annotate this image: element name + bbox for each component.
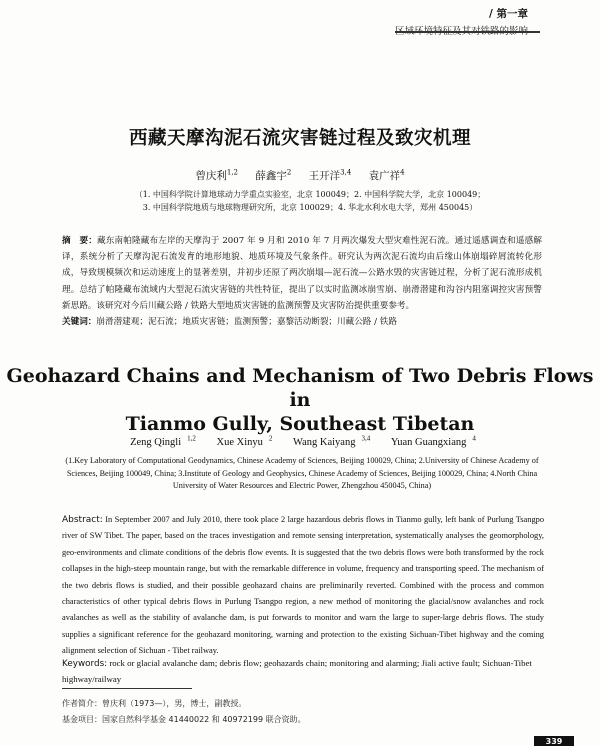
en-abstract-text: In September 2007 and July 2010, there took place 2 large hazardous debris flows in Tianmo gully, left bank of Purlung Tsangpo river of SW Tibet. The paper, based on the traces investigation and remote sensing interpretation, systematically analyses the geomorphology, geo-environments and climate conditions of the debris flow events. It is suggested that the two debris flows were both transformed by the rock collapses in the high-steep mountain range, but with the remarkable difference in volume, frequency and transporting speed. The mechanism of the two debris flows is studied, and their possible geohazard chains are preliminarily reverted. Combined with the process and common characteristics of other typical debris flows in Purlung Tsangpo region, a new method of monitoring the glacial/snow avalanches and rock avalanches as well as the stability of avalanche dam, is put forwards to monitor and warn the large to super-large debris flows. The study supplies a significant reference for the geohazard monitoring, warning and protection to the existing Sichuan-Tibet highway and the coming alignment selection of Sichuan - Tibet railway. — [62, 515, 545, 656]
en-authors — [0, 434, 600, 448]
en-keywords-text: rock or glacial avalanche dam; debris flow; geohazards chain; monitoring and alarming; Jiali active fault; Sichuan-Tibet highway/railway — [62, 658, 532, 684]
en-title-line: Tianmo Gully, Southeast Tibetan — [125, 413, 475, 435]
en-author: Zeng Qingli $^{1,2}$ — [130, 434, 196, 448]
cn-author: 王开洋$^{3,4}$ — [308, 168, 352, 182]
cn-abstract-text: 藏东南帕隆藏布左岸的天摩沟于 2007 年 9 月和 2010 年 7 月两次爆发大型灾难性泥石流。通过遥感调查和遥感解译，系统分析了天摩沟泥石流发育的地形地貌、地质环境及气象条件。研究认为两次泥石流均由后缘山体崩塌碎屑流转化形成，导致规模频次和运动速度上的显著差别，并初步还原了两次崩塌—泥石流—公路水毁的灾害链过程，分析了泥石流形成机理。总结了帕隆藏布流域内大型泥石流灾害链的共性特征，提出了以实时监测冰崩雪崩、崩滑潜建和沟谷内阻塞调控灾害预警新思路。该研究对今后川藏公路 / 铁路大型地质灾害链的监测预警及灾害防治提供重要参考。 — [62, 236, 542, 311]
cn-title: 西藏天摩沟泥石流灾害链过程及致灾机理 — [128, 128, 471, 149]
cn-keywords-label: 关键词： — [62, 317, 97, 327]
cn-author: 袁广祥$^4$ — [368, 168, 405, 182]
cn-author: 曾庆利$^{1,2}$ — [195, 168, 239, 182]
cn-abstract-label: 摘 要： — [62, 236, 97, 246]
en-affiliations: (1.Key Laboratory of Computational Geodynamics, Chinese Academy of Sciences, Beijing 100029, China; 2.University of Chinese Academy of Sciences, Beijing 100049, China; 3.Institute of Geology and Geophysics, Chinese Academy of Sciences, Beijing 100029, China; 4.North China University of Water Resources and Electric Power, Zhengzhou 450045, China) — [65, 456, 539, 490]
footnote-author-bio: 作者简介：曾庆利（1973—），男，博士，副教授。 — [62, 699, 247, 708]
page-number: 339 — [534, 736, 574, 746]
en-author: Xue Xinyu $^2$ — [216, 434, 273, 448]
header-rule — [395, 31, 540, 33]
cn-keywords-text: 崩滑潜建观；泥石流；地质灾害链；监测预警；嘉黎活动断裂；川藏公路 / 铁路 — [96, 317, 397, 327]
en-title-line: Geohazard Chains and Mechanism of Two Debris Flows in — [6, 365, 594, 411]
en-title — [0, 364, 600, 436]
en-keywords-label: Keywords: — [62, 659, 108, 669]
cn-affiliation-line: （1. 中国科学院计算地球动力学重点实验室，北京 100049；2. 中国科学院大学，北京 100049； — [134, 190, 486, 199]
footnote-rule — [62, 688, 192, 689]
chapter-label: / 第一章 — [395, 6, 528, 21]
cn-author: 薛鑫宇$^2$ — [255, 168, 292, 182]
cn-authors — [0, 168, 600, 183]
cn-keywords — [62, 315, 542, 327]
cn-abstract — [62, 233, 542, 314]
en-abstract — [62, 512, 544, 660]
en-abstract-label: Abstract: — [62, 515, 103, 525]
cn-affiliation-line: 3. 中国科学院地质与地球物理研究所，北京 100029；4. 华北水利水电大学，郑州 450045） — [142, 203, 478, 212]
footnote-funding: 基金项目：国家自然科学基金 41440022 和 40972199 联合资助。 — [62, 715, 306, 724]
en-author: Wang Kaiyang $^{3,4}$ — [293, 434, 371, 448]
chapter-subtitle — [395, 23, 528, 37]
en-keywords — [62, 656, 544, 687]
en-author: Yuan Guangxiang $^4$ — [390, 434, 476, 448]
